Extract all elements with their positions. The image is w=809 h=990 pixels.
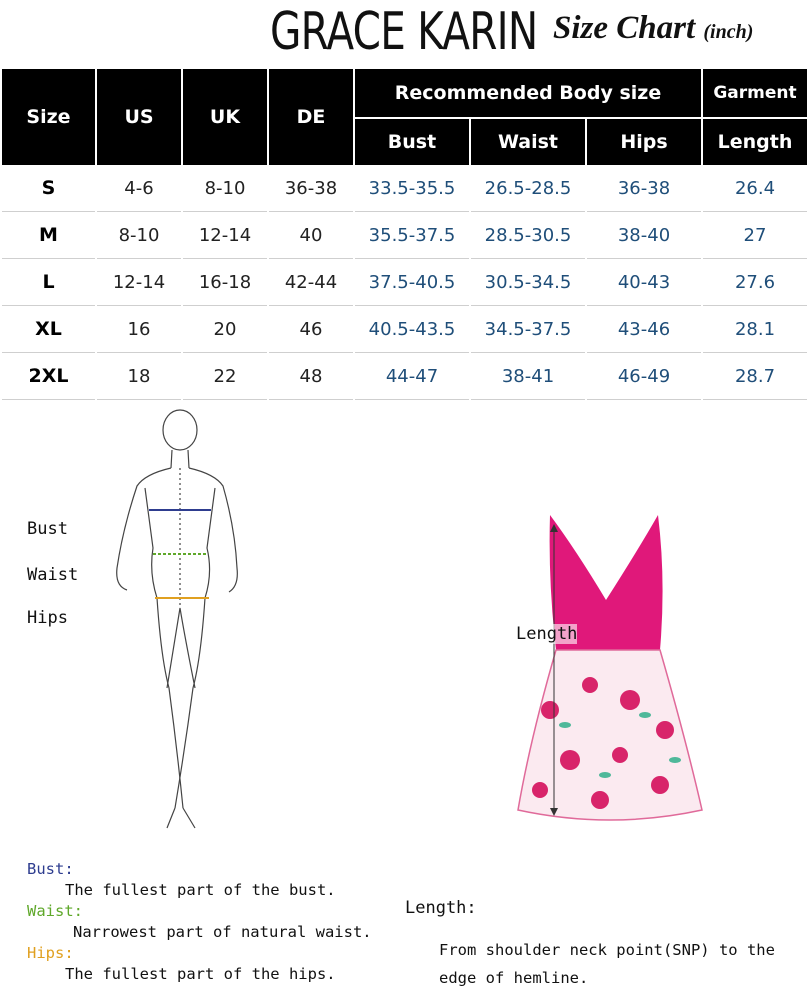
cell-hips: 46-49 bbox=[587, 353, 701, 400]
cell-de: 46 bbox=[269, 306, 353, 353]
definition-waist-text: Narrowest part of natural waist. bbox=[73, 923, 372, 941]
cell-size: 2XL bbox=[2, 353, 95, 400]
definition-bust-term: Bust: bbox=[27, 860, 74, 878]
cell-de: 42-44 bbox=[269, 259, 353, 306]
table-row bbox=[2, 353, 807, 400]
brand-logo: GRACE KARIN bbox=[270, 2, 538, 62]
cell-length: 28.1 bbox=[703, 306, 807, 353]
cell-size: XL bbox=[2, 306, 95, 353]
cell-bust: 33.5-35.5 bbox=[355, 165, 469, 212]
cell-de: 36-38 bbox=[269, 165, 353, 212]
header-uk: UK bbox=[183, 69, 267, 165]
cell-hips: 40-43 bbox=[587, 259, 701, 306]
diagram-bust-label: Bust bbox=[27, 519, 68, 539]
definition-hips-term: Hips: bbox=[27, 944, 74, 962]
header-hips: Hips bbox=[587, 117, 701, 165]
cell-hips: 38-40 bbox=[587, 212, 701, 259]
diagram-waist-label: Waist bbox=[27, 565, 79, 585]
cell-bust: 35.5-37.5 bbox=[355, 212, 469, 259]
cell-length: 28.7 bbox=[703, 353, 807, 400]
cell-us: 8-10 bbox=[97, 212, 181, 259]
cell-waist: 28.5-30.5 bbox=[471, 212, 585, 259]
definition-waist-term: Waist: bbox=[27, 902, 83, 920]
cell-de: 48 bbox=[269, 353, 353, 400]
cell-size: L bbox=[2, 259, 95, 306]
cell-us: 18 bbox=[97, 353, 181, 400]
cell-uk: 22 bbox=[183, 353, 267, 400]
body-figure-illustration bbox=[105, 408, 255, 838]
table-row bbox=[2, 259, 807, 306]
header-size: Size bbox=[2, 69, 95, 165]
cell-length: 26.4 bbox=[703, 165, 807, 212]
cell-waist: 30.5-34.5 bbox=[471, 259, 585, 306]
cell-uk: 8-10 bbox=[183, 165, 267, 212]
table-row bbox=[2, 212, 807, 259]
definition-length-term: Length: bbox=[405, 898, 477, 918]
title-unit: (inch) bbox=[703, 21, 754, 43]
cell-bust: 44-47 bbox=[355, 353, 469, 400]
table-row bbox=[2, 165, 807, 212]
chart-title bbox=[553, 8, 753, 52]
header-garment-group: Garment bbox=[703, 69, 807, 117]
header-de: DE bbox=[269, 69, 353, 165]
cell-waist: 34.5-37.5 bbox=[471, 306, 585, 353]
cell-uk: 16-18 bbox=[183, 259, 267, 306]
definition-length-text-2: edge of hemline. bbox=[439, 969, 589, 987]
cell-size: M bbox=[2, 212, 95, 259]
header-us: US bbox=[97, 69, 181, 165]
cell-us: 12-14 bbox=[97, 259, 181, 306]
cell-de: 40 bbox=[269, 212, 353, 259]
cell-waist: 26.5-28.5 bbox=[471, 165, 585, 212]
header-waist: Waist bbox=[471, 117, 585, 165]
cell-hips: 36-38 bbox=[587, 165, 701, 212]
cell-hips: 43-46 bbox=[587, 306, 701, 353]
definition-length-text-1: From shoulder neck point(SNP) to the bbox=[439, 941, 775, 959]
table-row bbox=[2, 306, 807, 353]
dress-illustration bbox=[510, 510, 710, 830]
diagram-length-label: Length bbox=[516, 624, 578, 644]
cell-size: S bbox=[2, 165, 95, 212]
cell-uk: 20 bbox=[183, 306, 267, 353]
cell-bust: 40.5-43.5 bbox=[355, 306, 469, 353]
definition-hips-text: The fullest part of the hips. bbox=[65, 965, 336, 983]
cell-length: 27.6 bbox=[703, 259, 807, 306]
header-bust: Bust bbox=[355, 117, 469, 165]
title-text: Size Chart bbox=[553, 10, 696, 46]
cell-length: 27 bbox=[703, 212, 807, 259]
cell-waist: 38-41 bbox=[471, 353, 585, 400]
cell-us: 16 bbox=[97, 306, 181, 353]
definition-bust-text: The fullest part of the bust. bbox=[65, 881, 336, 899]
cell-uk: 12-14 bbox=[183, 212, 267, 259]
size-table bbox=[0, 69, 809, 400]
header-body-group: Recommended Body size bbox=[355, 69, 701, 117]
header-length: Length bbox=[703, 117, 807, 165]
diagram-hips-label: Hips bbox=[27, 608, 68, 628]
cell-us: 4-6 bbox=[97, 165, 181, 212]
cell-bust: 37.5-40.5 bbox=[355, 259, 469, 306]
